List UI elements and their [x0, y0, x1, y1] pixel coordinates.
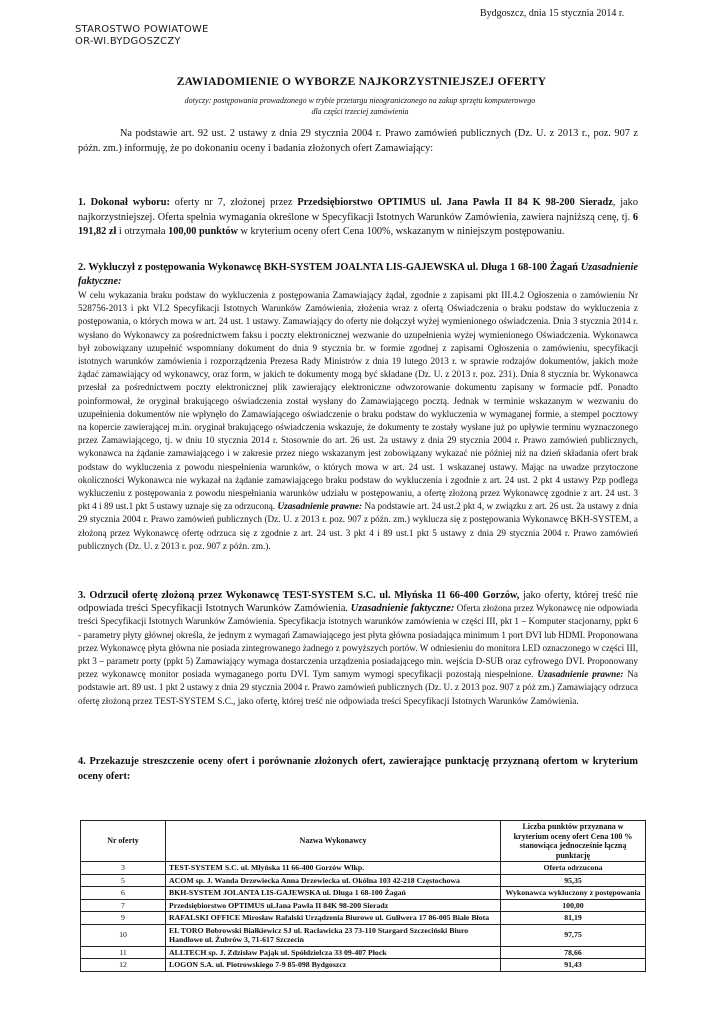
section-2-heading-block — [78, 261, 638, 289]
section-1-company: Przedsiębiorstwo OPTIMUS ul. Jana Pawła II 84 K 98-200 Sieradz — [297, 197, 613, 208]
office-stamp — [75, 24, 209, 48]
cell-name: RAFALSKI OFFICE Mirosław Rafalski Urządzenia Biurowe ul. Gulłwera 17 86-005 Białe Błota — [166, 912, 501, 925]
section-3-legal-label: Uzasadnienie prawne: — [537, 669, 624, 680]
cell-nr: 3 — [81, 862, 166, 875]
section-1-text-a: oferty nr 7, złożonej przez — [169, 197, 298, 208]
cell-points: 100,00 — [501, 899, 646, 912]
section-4-heading: 4. Przekazuje streszczenie oceny ofert i porównanie złożonych ofert, zawierające punktację przyznaną ofertom w kryterium oceny ofert: — [78, 756, 638, 782]
section-3-body — [78, 589, 638, 708]
cell-nr: 7 — [81, 899, 166, 912]
table-row — [81, 912, 646, 925]
table-row — [81, 874, 646, 887]
section-1-text-d: w kryterium oceny ofert Cena 100%, wskazanym w niniejszym postępowaniu. — [237, 226, 565, 237]
section-1-points: 100,00 punktów — [168, 226, 238, 237]
section-3-legal-text: Na podstawie art. 89 ust. 1 pkt 2 ustawy z dnia 29 stycznia 2004 r. Prawo zamówień publicznych (Dz. U. z 2013 poz. 907 z póż zm.) Zamawiający odrzuca ofertę złożoną przez TEST-SYSTEM S.C., jako ofertę, której treść nie odpowiada treści Specyfikacji Istotnych Warunków Zamówienia. — [78, 669, 638, 706]
section-3-heading-cont: jako oferty, której treść nie odpowiada treści Specyfikacji Istotnych Warunków Zamówienia. — [78, 590, 638, 615]
cell-points: 91,43 — [501, 959, 646, 972]
section-2-legal-text: Na podstawie art. 24 ust.2 pkt 4, w związku z art. 26 ust. 2a ustawy z dnia 29 stycznia 2004 r. Prawo zamówień publicznych (Dz. U. z 2013 r. poz. 907 z późn. zm.) wyklucza się z postępowania Wykonawcę BKH-SYSTEM, a złożoną przez Wykonawcę ofertę odrzuca się z zgodnie z art. 24 ust. 3 pkt 4 i 89 ust.1 pkt 5 ustawy z dnia 29 stycznia 2004 r. Prawo zamówień publicznych (Dz. U. z 2013 r. poz. 907 z późn. zm.). — [78, 501, 639, 551]
cell-points: Oferta odrzucona — [501, 862, 646, 875]
subtitle-line-1: dotyczy: postępowania prowadzonego w trybie przetargu nieograniczonego na zakup sprzętu komputerowego — [184, 96, 536, 105]
col-header-name: Nazwa Wykonawcy — [166, 821, 501, 862]
section-2-fact-text: W celu wykazania braku podstaw do wykluczenia z postępowania Zamawiający żądał, zgodnie z zapisami pkt III.4.2 Ogłoszenia o zamówieniu Nr 528756-2013 i pkt VI.2 Specyfikacji Istotnych Warunków Zamówienia, złożenia wraz z ofertą Oświadczenia o braku podstaw do wykluczenia z postępowania, o których mowa w art. 24 ust. 1 ustawy. Zamawiający do oferty nie dołączył wyżej wymienionego oświadczenia. Dnia 3 stycznia 2014 r. wysłano do Wykonawcy za pośrednictwem faksu i poczty elektronicznej wezwanie do uzupełnienia wyżej wymienionego Oświadczenia. Wykonawca był zobowiązany uzupełnić wspomniany dokument do dnia 9 stycznia br. w formie zgodnej z zapisami Ogłoszenia o zamówieniu, specyfikacji istotnych warunków zamówienia i rozporządzenia Prezesa Rady Ministrów z dnia 19 lutego 2013 r. w sprawie rodzajów dokumentów, jakich może żądać zamawiający od wykonawcy, oraz form, w jakich te dokumenty mogą być składane (Dz. U. z 2013 r. poz. 231). Dnia 8 stycznia br. Wykonawca przesłał za pośrednictwem poczty elektronicznej plik zawierający elektroniczne odwzorowanie dokumentu zapisany w formacie pdf. Ponadto poinformował, że oryginał brakującego oświadczenia został wysłany do Zamawiającego pocztą. Jednak w terminie wskazanym w wezwaniu do uzupełnienia dokumentów nie wpłynęło do Zamawiającego oświadczenie o braku podstaw do wykluczenia w wymaganej formie, a stempel pocztowy na kopercie zawierającej m.in. oryginał brakującego oświadczenia wskazuje, że dokumenty te zostały wysłane już po upływie terminu wyznaczonego przez Zamawiającego, tj. w dniu 10 stycznia 2014 r. Stosownie do art. 26 ust. 2a ustawy z dnia 29 stycznia 2004 r. Prawo zamówień publicznych, wykonawca na żądanie zamawiającego i w zakresie przez niego wskazanym jest zobowiązany wykazać nie później niż na dzień składania ofert brak podstaw do wykluczenia z powodu niespełnienia warunków, o których mowa w art. 24 ust. 1 wskazanej ustawy. Mając na uwadze przytoczone okoliczności Wykonawca nie wykazał na żądanie zamawiającego braku podstaw do wykluczenia i zgodnie z art. 24 ust. 2 pkt 4 ustawy Pzp podlega wykluczeniu z postępowania z powodu niespełniania warunków udziału w postępowaniu, a ofertę złożoną przez Wykonawcę zgodnie z art. 24 ust. 3 pkt 4 i 89 ust.1 pkt 5 ustawy uznaje się za odrzuconą. — [78, 290, 638, 512]
table-row — [81, 959, 646, 972]
stamp-line-2: OR-WI.BYDGOSZCZY — [75, 36, 181, 47]
table-header-row — [81, 821, 646, 862]
cell-nr: 12 — [81, 959, 166, 972]
cell-nr: 5 — [81, 874, 166, 887]
section-1-text-b: , jako najkorzystniejszej. Oferta spełnia wymagania określone w Specyfikacji Istotnych Warunków Zamówienia, zawiera najniższą cenę, tj. — [78, 197, 638, 223]
section-3 — [78, 589, 638, 708]
document-title: ZAWIADOMIENIE O WYBORZE NAJKORZYSTNIEJSZEJ OFERTY — [176, 76, 547, 88]
document-subtitle — [110, 95, 610, 117]
intro-paragraph: Na podstawie art. 92 ust. 2 ustawy z dnia 29 stycznia 2004 r. Prawo zamówień publicznych (Dz. U. z 2013 r., poz. 907 z późn. zm.) informuję, że po dokonaniu oceny i badania złożonych ofert Zamawiający: — [78, 128, 638, 154]
section-1-price: 6 191,82 zł — [78, 211, 638, 237]
cell-name: EL TORO Bobrowski Białkiewicz SJ ul. Racławicka 23 73-110 Stargard Szczeciński Biuro Handlowe ul. Żubrów 3, 71-617 Szczecin — [166, 924, 501, 946]
section-3-fact-label: Uzasadnienie faktyczne: — [350, 603, 455, 615]
section-2-legal-label: Uzasadnienie prawne: — [277, 501, 363, 512]
col-header-points: Liczba punktów przyznana w kryterium oceny ofert Cena 100 % stanowiąca jednocześnie łączną punktację — [501, 821, 646, 862]
table-row — [81, 862, 646, 875]
cell-name: ALLTECH sp. J. Zdzisław Pająk ul. Spółdzielcza 33 09-407 Płock — [166, 946, 501, 959]
table-row — [81, 924, 646, 946]
col-header-nr: Nr oferty — [81, 821, 166, 862]
cell-name: LOGON S.A. ul. Piotrowskiego 7-9 85-098 Bydgoszcz — [166, 959, 501, 972]
table-row — [81, 887, 646, 900]
subtitle-line-2: dla części trzeciej zamówienia — [311, 107, 409, 116]
section-2 — [78, 261, 638, 553]
cell-points: 81,19 — [501, 912, 646, 925]
section-2-heading: 2. Wykluczył z postępowania Wykonawcę BKH-SYSTEM JOALNTA LIS-GAJEWSKA ul. Długa 1 68-100 Żagań — [78, 262, 578, 273]
section-3-heading: 3. Odrzucił ofertę złożoną przez Wykonawcę TEST-SYSTEM S.C. ul. Młyńska 11 66-400 Gorzów, — [78, 590, 520, 601]
cell-points: 97,75 — [501, 924, 646, 946]
cell-nr: 10 — [81, 924, 166, 946]
section-1 — [78, 196, 638, 240]
offers-table — [80, 820, 646, 972]
section-2-fact-label: Uzasadnienie faktyczne: — [78, 262, 638, 287]
table-row — [81, 899, 646, 912]
stamp-line-1: STAROSTWO POWIATOWE — [75, 24, 209, 35]
cell-name: TEST-SYSTEM S.C. ul. Młyńska 11 66-400 Gorzów Wlkp. — [166, 862, 501, 875]
section-1-text-c: i otrzymała — [116, 226, 169, 237]
section-1-heading: 1. Dokonał wyboru: — [78, 197, 170, 208]
cell-nr: 9 — [81, 912, 166, 925]
table-row — [81, 946, 646, 959]
section-2-body — [78, 289, 638, 553]
cell-points: Wykonawca wykluczony z postępowania — [501, 887, 646, 900]
place-date: Bydgoszcz, dnia 15 stycznia 2014 r. — [480, 8, 625, 19]
cell-name: BKH-SYSTEM JOLANTA LIS-GAJEWSKA ul. Długa 1 68-100 Żagań — [166, 887, 501, 900]
cell-points: 78,66 — [501, 946, 646, 959]
section-3-fact-text: Oferta złożona przez Wykonawcę nie odpowiada treści Specyfikacji Istotnych Warunków Zamówienia. Specyfikacja istotnych warunków zamówienia w części III, pkt 1 – Komputer stacjonarny, ppkt 6 - parametry płyty głównej określa, że jednym z wymagań Zamawiającego jest płyta główna posiadająca minimum 1 port DVI lub HDMI. Proponowana przez Wykonawcę płyta główna nie posiada zintegrowanego żadnego z powyższych portów. W odniesieniu do monitora LED oznaczonego w części III, pkt 3 – parametr porty (ppkt 5) Zamawiający wymaga dostarczenia urządzenia posiadającego min. wejścia D-SUB oraz cyfrowego DVI. Proponowany przez wykonawcę monitor posiada wymaganego portu DVI. Tym samym wymogi specyfikacji pozostają niespełnione. — [78, 603, 638, 680]
cell-points: 95,35 — [501, 874, 646, 887]
cell-name: ACOM sp. J. Wanda Drzewiecka Anna Drzewiecka ul. Okólna 103 42-218 Częstochowa — [166, 874, 501, 887]
cell-nr: 6 — [81, 887, 166, 900]
cell-nr: 11 — [81, 946, 166, 959]
cell-name: Przedsiębiorstwo OPTIMUS ul.Jana Pawła II 84K 98-200 Sieradz — [166, 899, 501, 912]
